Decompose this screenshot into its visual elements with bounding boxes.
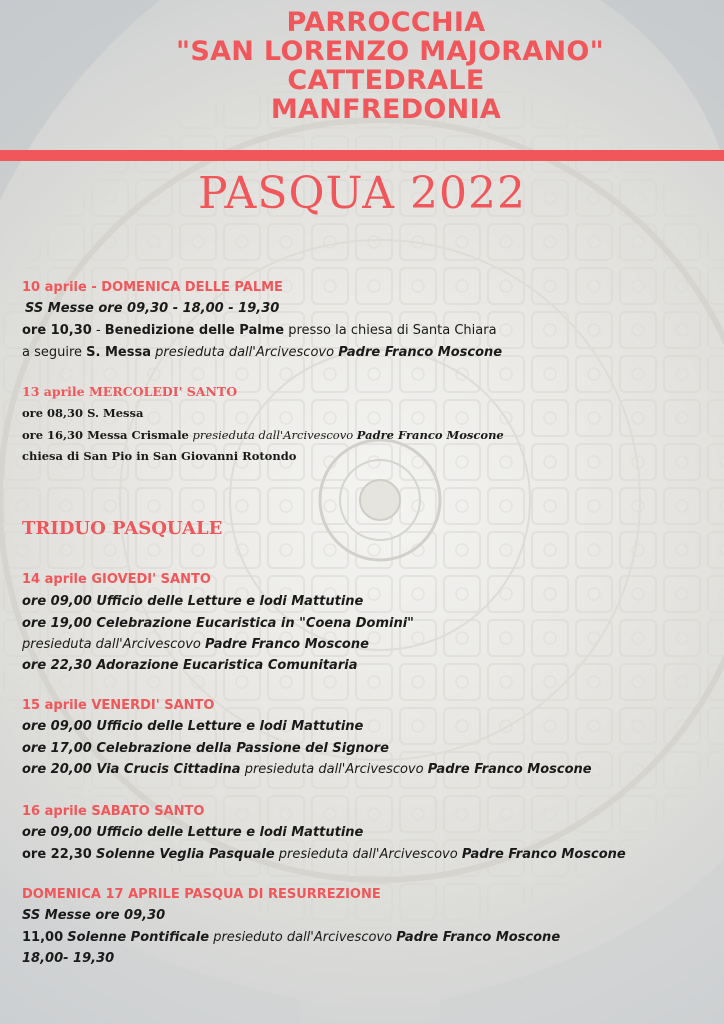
section-pasqua-heading: DOMENICA 17 APRILE PASQUA DI RESURREZIONE xyxy=(22,887,381,902)
section-mercoledi-heading: 13 aprile MERCOLEDI' SANTO xyxy=(22,384,238,399)
mercoledi-line-1: ore 08,30 S. Messa xyxy=(22,406,144,420)
sabato-line-1: ore 09,00 Ufficio delle Letture e lodi Mattutine xyxy=(22,825,364,840)
pasqua-line-3: 18,00- 19,30 xyxy=(22,951,115,966)
giovedi-line-2: ore 19,00 Celebrazione Eucaristica in "Coena Domini" xyxy=(22,616,414,631)
section-giovedi-heading: 14 aprile GIOVEDI' SANTO xyxy=(22,572,211,587)
triduo-heading: TRIDUO PASQUALE xyxy=(22,518,223,539)
mercoledi-line-3: chiesa di San Pio in San Giovanni Rotondo xyxy=(22,449,297,463)
parish-header xyxy=(176,7,605,125)
palme-line-3: a seguire S. Messa presieduta dall'Arcivescovo Padre Franco Moscone xyxy=(22,345,503,360)
venerdi-line-3: ore 20,00 Via Crucis Cittadina presieduta dall'Arcivescovo Padre Franco Moscone xyxy=(22,762,592,777)
giovedi-line-3: presieduta dall'Arcivescovo Padre Franco Moscone xyxy=(22,637,369,652)
giovedi-line-4: ore 22,30 Adorazione Eucaristica Comunitaria xyxy=(22,658,358,673)
section-venerdi-heading: 15 aprile VENERDI' SANTO xyxy=(22,698,215,713)
page-title: PASQUA 2022 xyxy=(197,168,527,219)
section-palme-heading: 10 aprile - DOMENICA DELLE PALME xyxy=(22,280,283,295)
header-line-2: "SAN LORENZO MAJORANO" xyxy=(176,36,605,67)
section-sabato-heading: 16 aprile SABATO SANTO xyxy=(22,804,205,819)
venerdi-line-2: ore 17,00 Celebrazione della Passione del Signore xyxy=(22,741,389,756)
palme-line-2: ore 10,30 - Benedizione delle Palme presso la chiesa di Santa Chiara xyxy=(22,323,497,338)
giovedi-line-1: ore 09,00 Ufficio delle Letture e lodi Mattutine xyxy=(22,594,364,609)
palme-line-1: SS Messe ore 09,30 - 18,00 - 19,30 xyxy=(25,301,280,316)
header-line-4: MANFREDONIA xyxy=(270,94,502,125)
pasqua-line-1: SS Messe ore 09,30 xyxy=(22,908,166,923)
mercoledi-line-2: ore 16,30 Messa Crismale presieduta dall'Arcivescovo Padre Franco Moscone xyxy=(22,428,504,442)
venerdi-line-1: ore 09,00 Ufficio delle Letture e lodi Mattutine xyxy=(22,719,364,734)
divider-bar xyxy=(0,150,724,161)
pasqua-line-2: 11,00 Solenne Pontificale presieduto dall'Arcivescovo Padre Franco Moscone xyxy=(22,930,561,945)
sabato-line-2: ore 22,30 Solenne Veglia Pasquale presieduta dall'Arcivescovo Padre Franco Moscone xyxy=(22,847,626,862)
header-line-3: CATTEDRALE xyxy=(287,65,485,96)
header-line-1: PARROCCHIA xyxy=(286,7,486,38)
